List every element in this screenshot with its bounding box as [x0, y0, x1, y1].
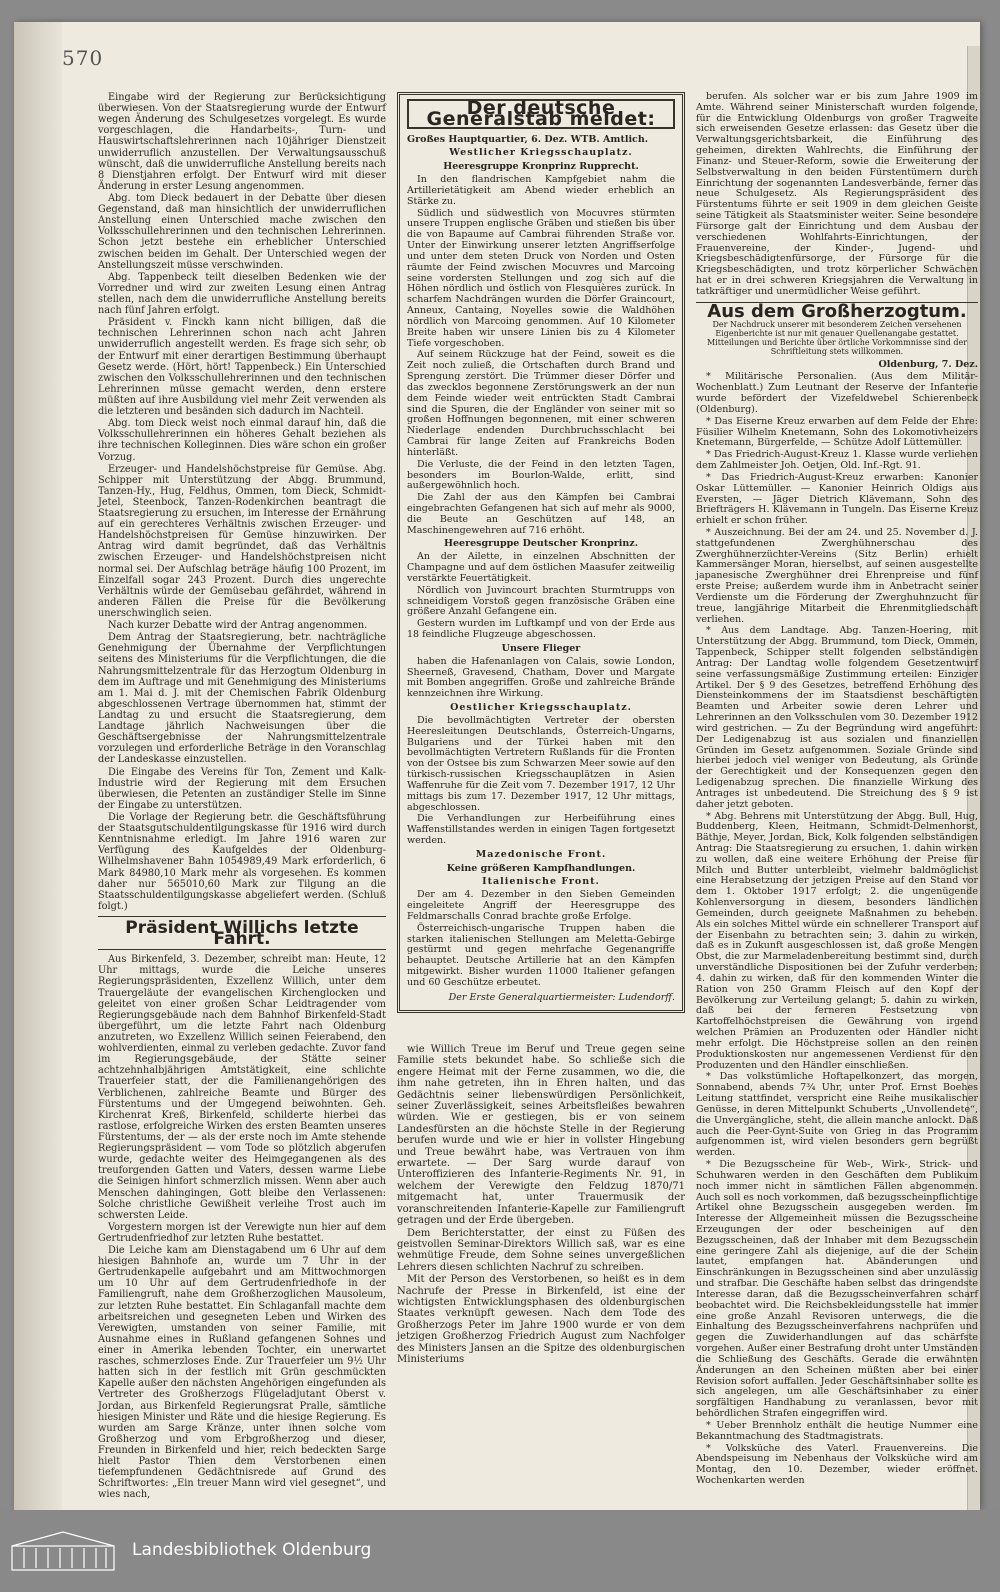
local-news — [696, 372, 978, 1486]
column-1 — [98, 92, 386, 1502]
grossherzogtum-headline: Aus dem Großherzogtum. — [707, 300, 967, 322]
divider — [98, 949, 386, 950]
paragraph: Österreichisch-ungarische Truppen haben die starken italienischen Stellungen am Meletta-Gebirge gestürmt und gegen mehrfache Gegenangriffe behauptet. Deutsche Artillerie hat an den Kämpfen mitgewirkt. Bisher wurden 11000 Italiener gefangen und 60 Geschütze erbeutet. — [407, 922, 675, 988]
paragraph: * Auszeichnung. Bei der am 24. und 25. November d. J. stattgefundenen Zwerghühnerschau des Zwerghühnerzüchter-Vereins (Sitz Berlin) erhielt Kammersänger Moran, hierselbst, auf seinen ausgestellte japanesische Zwerghühner drei Ehrenpreise und fünf erste Preise; außerdem wurde ihm in Anbetracht seiner Verdienste um die Förderung der Zwerghuhnzucht für treue, langjährige Mitarbeit die Ehrenmitgliedschaft verliehen. — [696, 526, 978, 625]
divider — [98, 916, 386, 917]
signature: Der Erste Generalquartiermeister: Ludendorff. — [448, 991, 675, 1003]
section-subheading: Heeresgruppe Kronprinz Rupprecht. — [443, 161, 639, 173]
willich-article — [98, 954, 386, 1500]
willich-headline: Präsident Willichs letzte Fahrt. — [125, 917, 359, 950]
paragraph: Die bevollmächtigten Vertreter der obersten Heeresleitungen Deutschlands, Österreich-Ungarns, Bulgariens und der Türkei haben mit den bevollmächtigten Vertretern Rußlands für die Fronten von der Ostsee bis zum Schwarzen Meer sowie auf den türkisch-russischen Kriegsschauplätzen in Asien Waffenruhe für die Zeit vom 7. Dezember 1917, 12 Uhr mittags bis zum 17. Dezember 1917, 12 Uhr mittags, abgeschlossen. — [407, 714, 675, 813]
paragraph: Präsident v. Finckh kann nicht billigen, daß die technischen Lehrerinnen schon nach acht Jahren unwiderruflich angestellt werden. Es frage sich sehr, ob der Entwurf mit einer derartigen Bestimmung überhaupt Gesetz werde. (Hört, hört! Tappenbeck.) Ein Unterschied zwischen den Volksschullehrerinnen und den technischen Lehrerinnen müsse gemacht werden, denn erstere müßten auf ihre Ausbildung viel mehr Zeit verwenden als die letzteren und besänden sich dadurch im Nachteil. — [98, 317, 386, 418]
paragraph: * Aus dem Landtage. Abg. Tanzen-Hoering, mit Unterstützung der Abgg. Brummund, tom Dieck, Ommen, Tappenbeck, Schipper stellt folgenden selbständigen Antrag: Der Landtag wolle folgendem Gesetzentwurf seine verfassungsmäßige Zustimmung erteilen: Einziger Artikel. Der § 9 des Gesetzes, betreffend Erhöhung des Diensteinkommens der im Staatsdienst beschäftigten Beamten und Arbeiter sowie deren Lehrer und Lehrerinnen an den Volksschulen vom 30. Dezember 1912 wird gestrichen. — Zu der Begründung wird angeführt: Der Ledigenabzug ist aus sozialen und finanziellen Gründen im Gesetz aufgenommen. Soziale Gründe sind hierbei jedoch viel weniger von Bedeutung, als Gründe der Gerechtigkeit und der Konsequenzen gegen den Ledigenabzug sprechen. Die finanzielle Wirkung des Antrages ist unbedeutend. Die Streichung des § 9 ist daher jetzt geboten. — [696, 625, 978, 810]
paragraph: Die Leiche kam am Dienstagabend um 6 Uhr auf dem hiesigen Bahnhofe an, wurde um 7 Uhr in der Gertrudenkapelle aufgebahrt und am Mittwochmorgen um 10 Uhr auf dem Gertrudenfriedhofe in der Familiengruft, nahe dem Großherzoglichen Mausoleum, zur letzten Ruhe bestattet. Ein Schlaganfall machte dem arbeitsreichen und gesegneten Leben und Wirken des Verewigten, umstanden von seiner Familie, mit Ausnahme eines in Rußland gefangenen Sohnes und einer in Amerika lebenden Tochter, ein unerwartet rasches, schmerzloses Ende. Zur Trauerfeier um 9½ Uhr hatten sich in der festlich mit Grün geschmückten Kapelle außer den nächsten Angehörigen eingefunden als Vertreter des Großherzogs Flügeladjutant Oberst v. Jordan, aus Birkenfeld Regierungsrat Pralle, sämtliche hiesigen Minister und Räte und die hiesige Regierung. Es wurden am Sarge Kränze, unter ihnen solche vom Großherzog und vom Erbgroßherzog und dieser, Freunden in Birkenfeld und hier, reich bedeckten Sarge hielt Pastor Thien dem Verstorbenen einen tiefempfundenen Gedächtnisrede auf Grund des Schriftwortes: „Ein treuer Mann wird viel gesegnet“, und wies nach, — [98, 1245, 386, 1501]
paragraph: * Ueber Brennholz enthält die heutige Nummer eine Bekanntmachung des Stadtmagistrats. — [696, 1419, 978, 1442]
section-heading: Oestlicher Kriegsschauplatz. — [450, 702, 632, 714]
paragraph: Nach kurzer Debatte wird der Antrag angenommen. — [108, 620, 368, 632]
paragraph: * Das Friedrich-August-Kreuz erwarben: Kanonier Oskar Lüttemüller. — Kanonier Heinrich Oldigs aus Eversten, — Jäger Dietrich Klävemann, Sohn des Briefträgers H. Klävemann in Tungeln. Das Eiserne Kreuz erhielt er schon früher. — [696, 471, 978, 527]
paragraph: Abg. tom Dieck weist noch einmal darauf hin, daß die Volksschullehrerinnen ein höheres Gehalt beziehen als ihre technischen Kolleginnen. Dies wäre schon ein großer Vorzug. — [98, 418, 386, 463]
paragraph: berufen. Als solcher war er bis zum Jahre 1909 im Amte. Während seiner Ministerschaft wurden folgende, für die Entwicklung Oldenburgs von großer Tragweite sich erweisenden Gesetze erlassen: das Gesetz über die Verwaltungsgerichtsbarkeit, die Einführung des geheimen, direkten Wahlrechts, die Einführung der Finanz- und Steuer-Reform, sowie die Erweiterung der Selbstverwaltung in den beiden Fürstentümern durch Einrichtung der sogenannten Landesverbände, ferner das neue Schulgesetz. Als Regierungspräsident des Fürstentums führte er seit 1909 in dem gleichen Geiste seine Tätigkeit als Staatsminister weiter. Seine besondere Fürsorge galt der Einrichtung und dem Ausbau der verschiedenen Wohlfahrts-Einrichtungen, der Frauenvereine, der Kinder-, Jugend- und Kriegsbeschädigtenfürsorge, der Fürsorge für die Kriegsbeschädigten, und trotz körperlicher Schwächen hat er in drei schweren Kriegsjahren die Verwaltung in tatkräftiger und unermüdlicher Weise geführt. — [696, 91, 978, 297]
paragraph: Die Vorlage der Regierung betr. die Geschäftsführung der Staatsgutschuldentilgungskasse für 1916 wird durch Kenntnisnahme erledigt. Im Jahre 1916 waren zur Verfügung des Kaufgeldes der Oldenburg-Wilhelmshavener Bahn 1054989,49 Mark erforderlich, 6 Mark 84980,10 Mark mehr als vorgesehen. Es kommen daher nur 565010,60 Mark zur Tilgung an die Staatsschuldentilgungskasse abgeliefert werden. (Schluß folgt.) — [98, 812, 386, 912]
paragraph: * Die Bezugsscheine für Web-, Wirk-, Strick- und Schuhwaren werden in den Geschäften dem Publikum noch immer nicht in sämtlichen Fällen abgenommen. Auch soll es noch vorkommen, daß bezugsscheinpflichtige Artikel ohne Bezugsschein ausgegeben werden. Im Interesse der Allgemeinheit müssen die Bezugsscheine Erzeugungen der oder bescheinigen auf den Bezugsscheinen, daß der Inhaber mit dem Bezugsschein eine geringere Zahl als diejenige, auf die der Schein lautet, empfangen hat. Abänderungen und Einschränkungen in Bezugsscheinen sind aber unzulässig und strafbar. Die Geschäfte haben selbst das dringendste Interesse daran, daß die Bezugsscheinverfahren scharf beobachtet wird. Die Reichsbekleidungsstelle hat immer eine große Anzahl Revisoren unterwegs, die die Einhaltung des Bezugsscheinverfahrens nachprüfen und gegen die Zuwiderhandlungen auf das schärfste vorgehen. Außer einer Bestrafung droht unter Umständen die Schließung des Geschäfts. Gerade die erwähnten Änderungen an den Scheinen müßten aber bei einer Revision sofort auffallen. Jeder Geschäftsinhaber sollte es sich angelegen, um alle Geschäftsinhaber zu einer sorgfältigen Handhabung zu veranlassen, bevor mit behördlichen Strafen eingegriffen wird. — [696, 1159, 978, 1420]
generalstab-title: Der deutsche Generalstab meldet: — [407, 99, 675, 129]
paragraph: Südlich und südwestlich von Mocuvres stürmten unsere Truppen englische Gräben und stießen bis über die von Bapaume auf Cambrai führenden Straße vor. Unter der Einwirkung unserer letzten Angriffserfolge und unter dem steten Druck von Norden und Osten räumte der Feind zwischen Mocuvres und Marcoing seine vordersten Stellungen und zog sich auf die Höhen nördlich und östlich von Flesquières zurück. In scharfem Nachdrängen wurden die Dörfer Graincourt, Anneux, Cantaing, Noyelles sowie die Waldhöhen nördlich von Marcoing genommen. Auf 10 Kilometer Breite haben wir unsere Linien bis zu 4 Kilometer Tiefe vorgeschoben. — [407, 207, 675, 349]
library-name: Landesbibliothek Oldenburg — [132, 1540, 372, 1560]
generalstab-dateline: Großes Hauptquartier, 6. Dez. WTB. Amtlich. — [407, 133, 649, 145]
paragraph: Mit der Person des Verstorbenen, so heißt es in dem Nachrufe der Presse in Birkenfeld, ist eine der wichtigsten Entwicklungsphasen des oldenburgischen Staates verknüpft gewesen. Nach dem Tode des Großherzogs Peter im Jahre 1900 wurde er von dem jetzigen Großherzog Friedrich August zum Nachfolger des Ministers Jansen an die Spitze des oldenburgischen Ministeriums — [397, 1274, 685, 1365]
paragraph: An der Ailette, in einzelnen Abschnitten der Champagne und auf dem östlichen Maasufer zeitweilig verstärkte Feuertätigkeit. — [407, 551, 675, 584]
paragraph: Abg. tom Dieck bedauert in der Debatte über diesen Gegenstand, daß man hinsichtlich der unwiderruflichen Anstellung einen Unterschied mache zwischen den Volksschullehrerinnen und den technischen Lehrerinnen. Schon jetzt bestehe ein erheblicher Unterschied zwischen beiden im Gehalt. Der Unterschied wegen der Anstellungszeit müsse verschwinden. — [98, 192, 386, 271]
paragraph: Erzeuger- und Handelshöchstpreise für Gemüse. Abg. Schipper mit Unterstützung der Abgg. Brummund, Tanzen-Hy., Hug, Feldhus, Ommen, tom Dieck, Schmidt-Jetel, Steenbock, Tanzen-Rodenkirchen beantragt die Staatsregierung zu ersuchen, im Interesse der Ernährung auf ein gerechteres Verhältnis zwischen Erzeuger- und Handelshöchstpreisen für Gemüse hinzuwirken. Der Antrag wird damit begründet, daß das Verhältnis zwischen Erzeuger- und Handelshöchstpreisen nicht normal sei. Der Aufschlag beträge häufig 100 Prozent, im Einzelfall sogar 243 Prozent. Durch dies ungerechte Verhältnis würde der Gemüsebau gefährdet, während in anderen Fällen die Preise für die Bevölkerung unerschwinglich seien. — [98, 463, 386, 620]
paragraph: * Das volkstümliche Hoftapelkonzert, das morgen, Sonnabend, abends 7¾ Uhr, unter Prof. Ernst Boehes Leitung stattfindet, verspricht eine Reihe musikalischer Genüsse, in deren Mittelpunkt Schuberts „Unvollendete“, die Unvergängliche, steht, die allein manche anlockt. Daß auch die Peer-Gynt-Suite von Grieg in das Programm aufgenommen ist, wird vielen besonders gern begrüßt werden. — [696, 1071, 978, 1159]
paragraph: Die Verhandlungen zur Herbeiführung eines Waffenstillstandes werden in einigen Tagen fortgesetzt werden. — [407, 813, 675, 846]
paragraph: Auf seinem Rückzuge hat der Feind, soweit es die Zeit noch zuließ, die Ortschaften durch Brand und Sprengung zerstört. Die Trümmer dieser Dörfer und das zwecklos begonnene Zerstörungswerk an der nun dem Feinde wieder weit entrückten Stadt Cambrai sind die Spuren, die der Engländer von seiner mit so großen Hoffnungen begonnenen, mit einer schweren Niederlage endenden Durchbruchsschlacht bei Cambrai für lange Zeiten auf Frankreichs Boden hinterläßt. — [407, 349, 675, 458]
section-heading: Westlicher Kriegsschauplatz. — [449, 147, 633, 159]
reprint-notice: Der Nachdruck unserer mit besonderem Zeichen versehenen Eigenberichte ist nur mit genauer Quellenangabe gestattet. Mitteilungen und Berichte über örtliche Vorkommnisse sind der Schriftleitung stets willkommen. — [706, 319, 968, 356]
paragraph: * Das Friedrich-August-Kreuz 1. Klasse wurde verliehen dem Zahlmeister Joh. Oetjen, Old. Inf.-Rgt. 91. — [696, 449, 978, 472]
column-2 — [397, 92, 685, 1013]
section-heading: Italienische Front. — [482, 876, 600, 888]
column-3 — [696, 92, 978, 1488]
willich-continuation — [397, 1044, 685, 1366]
paragraph: Der am 4. Dezember in den Sieben Gemeinden eingeleitete Angriff der Heeresgruppe des Feldmarschalls Conrad brachte große Erfolge. — [407, 889, 675, 922]
paragraph: In den flandrischen Kampfgebiet nahm die Artillerietätigkeit am Abend wieder erheblich an Stärke zu. — [407, 174, 675, 207]
page-number: 570 — [62, 46, 104, 70]
paragraph: Die Eingabe des Vereins für Ton, Zement und Kalk-Industrie wird der Regierung mit dem Ersuchen überwiesen, die Petenten an zuständiger Stelle im Sinne der Eingabe zu unterstützen. — [98, 766, 386, 811]
paragraph: * Abg. Behrens mit Unterstützung der Abgg. Bull, Hug, Buddenberg, Kleen, Heitmann, Schmidt-Delmenhorst, Bäthje, Meyer, Jordan, Bick, Kolk folgenden selbständigen Antrag: Die Staatsregierung zu ersuchen, 1. dahin wirken zu wollen, daß eine weitere Erhöhung der Preise für Milch und Butter unterbleibt, vielmehr baldmöglichst eine Herabsetzung der jetzigen Preise auf den Stand vor dem 1. Oktober 1917 erfolgt; 2. die ungenügende Kohlenversorgung in diesem, besonders ländlichen Gemeinden, durch geeignete Maßnahmen zu beheben. Als ein solches Mittel würde ein schnellerer Transport auf der Eisenbahn zu betrachten sein; 3. dahin zu wirken, daß es in Zukunft ausgeschlossen ist, daß große Mengen Obst, die zur Marmeladenbereitung bestimmt sind, durch unverständliche Dispositionen bei der Zufuhr verderben; 4. dahin zu wirken, daß für den kommenden Winter die Ration von 250 Gramm Fleisch auf den Kopf der Bevölkerung zur Verteilung gelangt; 5. dahin zu wirken, daß bei der ferneren Festsetzung von Kartoffelhöchstpreisen die Gewährung von irgend welchen Prämien an Produzenten oder Händler nicht mehr erfolgt. Die Höchstpreise sollen an den reinen Produktionskosten nur angemessenen Verdienst für den Produzenten und den Händler einschließen. — [696, 810, 978, 1071]
paragraph: * Militärische Personalien. (Aus dem Militär-Wochenblatt.) Zum Leutnant der Reserve der Infanterie wurde befördert der Vizefeldwebel Schierenbeck (Oldenburg). — [696, 371, 978, 415]
landtag-report — [98, 92, 386, 912]
section-subheading: Unsere Flieger — [501, 642, 581, 654]
paragraph: Vorgestern morgen ist der Verewigte nun hier auf dem Gertrudenfriedhof zur letzten Ruhe bestattet. — [98, 1221, 386, 1244]
section-subheading: Keine größeren Kampfhandlungen. — [446, 862, 636, 874]
paragraph: Gestern wurden im Luftkampf und von der Erde aus 18 feindliche Flugzeuge abgeschossen. — [407, 618, 675, 641]
paragraph: wie Willich Treue im Beruf und Treue gegen seine Familie stets bekundet habe. So schließe sich die engere Heimat mit der Ferne zusammen, wo die, die ihm nahe getreten, ihn in Ehren halten, und das Gedächtnis seiner liebenswürdigen Persönlichkeit, seiner Zuverlässigkeit, seines Arbeitsfleißes bewahren würden. Wie er gestiegen, bis er von seinem Landesfürsten an die höchste Stelle in der Regierung berufen wurde und wie er hier in vollster Hingebung und Treue bewährt habe, was Vertrauen von ihm erwartete. — Der Sarg wurde darauf von Unteroffizieren des Infanterie-Regiments Nr. 91, in welchem der Verewigte den Feldzug 1870/71 mitgemacht hat, unter Trauermusik der voranschreitenden Infanterie-Kapelle zur Familiengruft getragen und der Erde übergeben. — [397, 1044, 685, 1227]
paragraph: Eingabe wird der Regierung zur Berücksichtigung überwiesen. Von der Staatsregierung wurde der Entwurf wegen Änderung des Schulgesetzes vorgelegt. Es wurde vorgeschlagen, die Handarbeits-, Turn- und Hauswirtschaftslehrerinnen nach 10jähriger Dienstzeit unwiderruflich anzustellen. Der Verwaltungsausschuß wünscht, daß die unwiderrufliche Anstellung bereits nach 8 Dienstjahren erfolgt. Der Entwurf wird mit dieser Änderung in erster Lesung angenommen. — [98, 92, 386, 192]
generalstab-box — [397, 92, 685, 1013]
section-heading: Mazedonische Front. — [475, 848, 607, 860]
paragraph: Aus Birkenfeld, 3. Dezember, schreibt man: Heute, 12 Uhr mittags, wurde die Leiche unseres Regierungspräsidenten, Exzellenz Willich, unter dem Trauergeläute der evangelischen Kirchenglocken und geleitet von einer großen Schar Leidtragender vom Regierungsgebäude nach dem Bahnhof Birkenfeld-Stadt übergeführt, um die letzte Fahrt nach Oldenburg anzutreten, wo Exzellenz Willich seinen Feierabend, den wohlverdienten, einmal zu verleben gedachte. Zuvor fand im Regierungsgebäude, der Stätte seiner achtzehnhalbjährigen Amtstätigkeit, eine schlichte Trauerfeier statt, der die Familienangehörigen des Verblichenen, zahlreiche Beamte und Bürger des Fürstentums und der Umgegend beiwohnten. Geh. Kirchenrat Kreß, Birkenfeld, schilderte hierbei das rastlose, erfolgreiche Wirken des ersten Beamten unseres Fürstentums, der — als der erste noch im Amte stehende Regierungspräsident — vom Tode so plötzlich abgerufen wurde, gedachte weiter des Heimgegangenen als des treuforgenden Gatten und Vaters, dessen warme Liebe die Seinigen hinfort schmerzlich missen. Wenn aber auch Menschen dahingingen, Gott bleibe den Verlassenen: Solche christliche Gewißheit verleihe Trost auch im schwersten Leide. — [98, 954, 386, 1221]
local-dateline: Oldenburg, 7. Dez. — [878, 358, 978, 370]
paragraph: Dem Berichterstatter, der einst zu Füßen des geistvollen Seminar-Direktors Willich saß, war es eine wehmütige Freude, dem Sohne seines unvergeßlichen Lehrers diesen schlichten Nachruf zu schreiben. — [397, 1227, 685, 1273]
paragraph: * Volksküche des Vaterl. Frauenvereins. Die Abendspeisung im Nebenhaus der Volksküche wird am Montag, den 10. Dezember, wieder eröffnet. Wochenkarten werden — [696, 1442, 978, 1487]
page-gutter — [14, 22, 62, 1510]
paragraph: Nördlich von Juvincourt brachten Sturmtrupps von schneidigem Vorstoß gegen französische Gräben eine größere Anzahl Gefangene ein. — [407, 584, 675, 618]
section-subheading: Heeresgruppe Deutscher Kronprinz. — [444, 538, 638, 550]
paragraph: Dem Antrag der Staatsregierung, betr. nachträgliche Genehmigung der Übernahme der Verpflichtungen seitens des Ministeriums für die Verpflichtungen, die die Nahrungsmittelzentrale für das Herzogtum Oldenburg in dem im Auftrage und mit Genehmigung des Ministeriums am 1. Mai d. J. mit der Chemischen Fabrik Oldenburg abgeschlossenen Vertrage übernommen hat, stimmt der Landtag zu und ersucht die Staatsregierung, dem Landtage jährlich Nachweisungen über die Geschäftsergebnisse der Nahrungsmittelzentrale vorzulegen und erforderliche Beträge in den Voranschlag der Landeskasse einzustellen. — [98, 632, 386, 766]
paragraph: haben die Hafenanlagen von Calais, sowie London, Sheerneß, Gravesend, Chatham, Dover und Margate mit Bomben angegriffen. Große und zahlreiche Brände kennzeichnen ihre Wirkung. — [407, 655, 675, 700]
paragraph: * Das Eiserne Kreuz erwarben auf dem Felde der Ehre: Füsilier Wilhelm Knetemann, Sohn des Lokomotivheizers Knetemann, Bürgerfelde, — Schütze Adolf Lüttemüller. — [696, 415, 978, 449]
willich-conclusion — [696, 92, 978, 298]
paragraph: Abg. Tappenbeck teilt dieselben Bedenken wie der Vorredner und wird zur zweiten Lesung einen Antrag stellen, nach dem die unwiderrufliche Anstellung bereits nach fünf Jahren erfolgt. — [98, 271, 386, 317]
paragraph: Die Verluste, die der Feind in den letzten Tagen, besonders im Bourlon-Walde, erlitt, sind außergewöhnlich hoch. — [407, 458, 675, 492]
library-building-icon — [8, 1528, 118, 1572]
library-footer — [0, 1510, 1000, 1592]
paragraph: Die Zahl der aus den Kämpfen bei Cambrai eingebrachten Gefangenen hat sich auf mehr als 9000, die Beute an Geschützen auf 148, an Maschinengewehren auf 716 erhöht. — [407, 492, 675, 536]
newspaper-page — [14, 22, 980, 1510]
generalstab-sections — [407, 148, 675, 988]
